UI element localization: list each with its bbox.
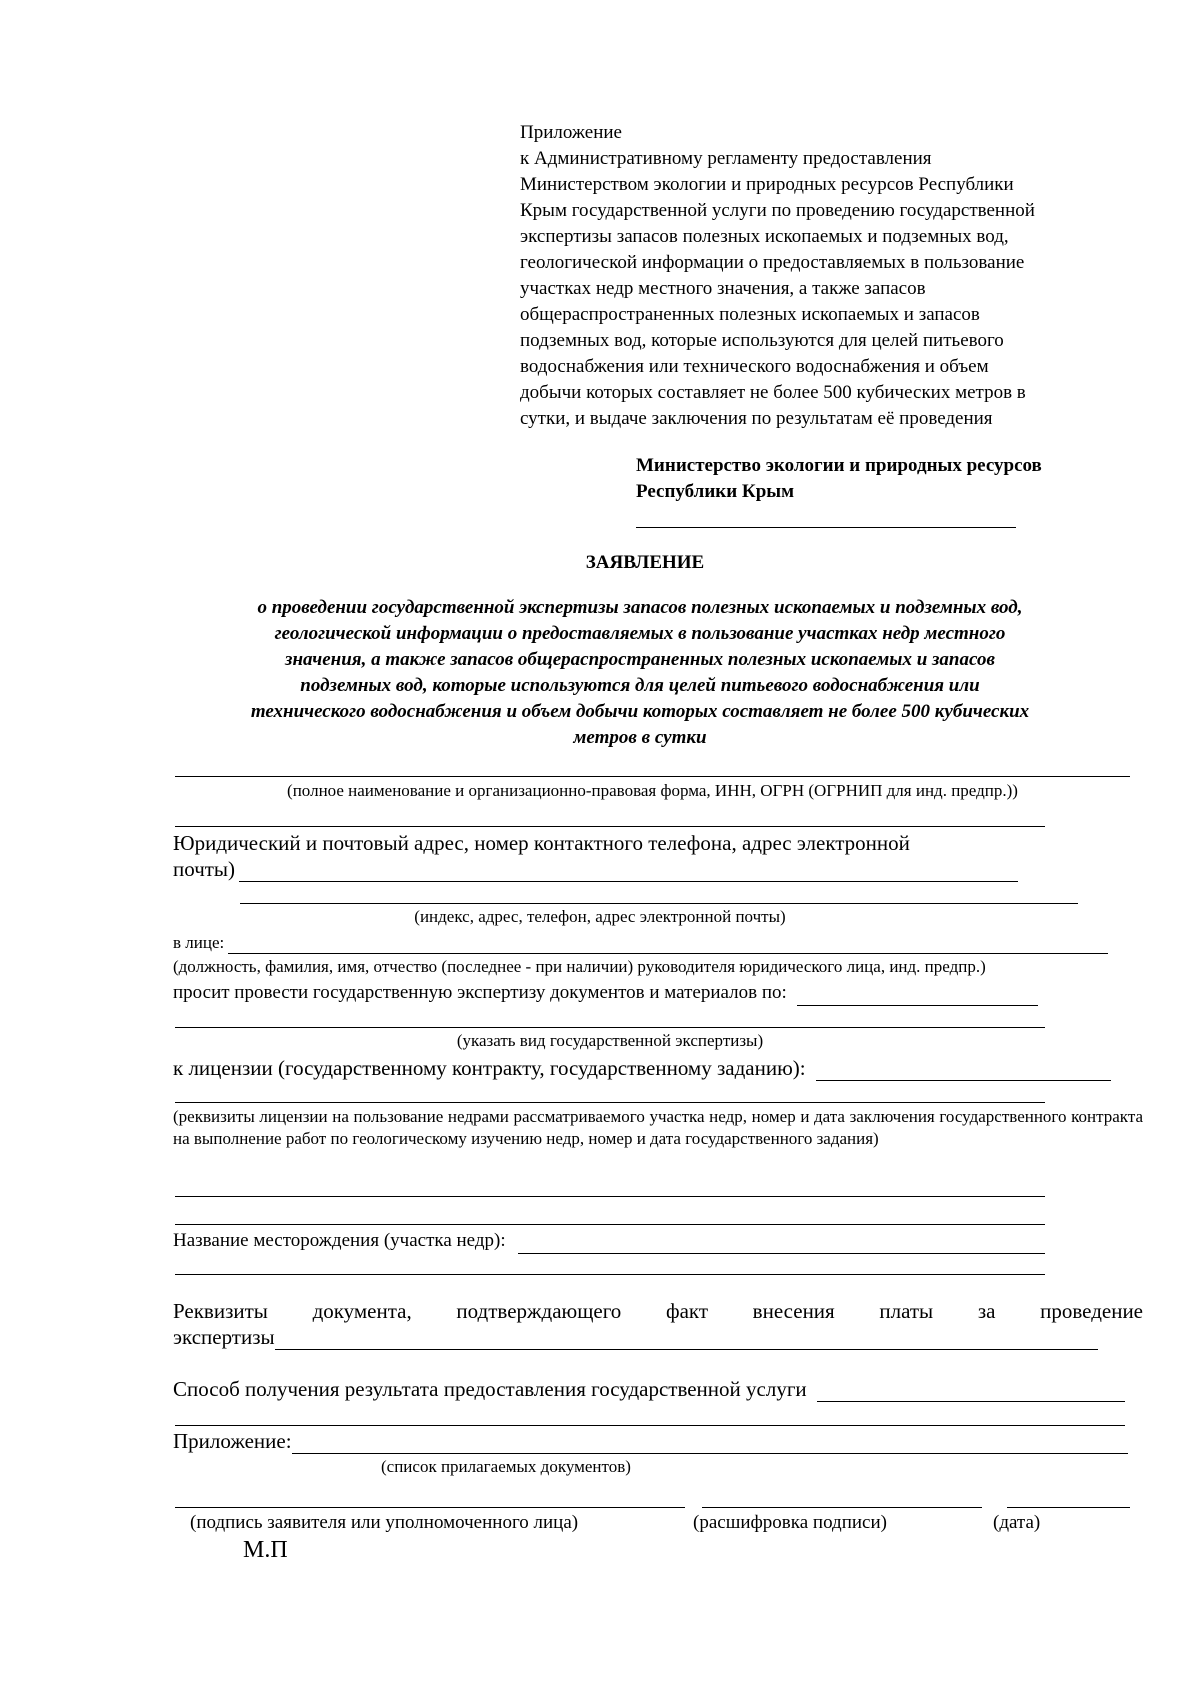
request-row: [173, 980, 1038, 1006]
signature-decode-hint: (расшифровка подписи): [693, 1512, 887, 1533]
attach-hint: (список прилагаемых документов): [381, 1457, 631, 1476]
applicant-name-hint: (полное наименование и организационно-правовая форма, ИНН, ОГРН (ОГРНИП для инд. предпр.)): [287, 781, 1018, 800]
date-hint: (дата): [993, 1512, 1041, 1533]
appendix-line: добычи которых составляет не более 500 кубических метров в: [520, 382, 1026, 403]
payment-field[interactable]: [275, 1329, 1098, 1350]
deposit-label: Название месторождения (участка недр):: [173, 1230, 506, 1251]
payment-label-2: экспертизы: [173, 1325, 275, 1349]
appendix-line: участках недр местного значения, а также запасов: [520, 278, 926, 299]
appendix-line: геологической информации о предоставляемых в пользование: [520, 252, 1025, 273]
addressee-line-1: Министерство экологии и природных ресурсов: [636, 455, 1042, 476]
method-label: Способ получения результата предоставления государственной услуги: [173, 1377, 807, 1401]
person-hint: (должность, фамилия, имя, отчество (последнее - при наличии) руководителя юридического лица, инд. предпр.): [173, 957, 986, 976]
appendix-line: Приложение: [520, 122, 622, 143]
address-line-2[interactable]: [240, 903, 1078, 904]
person-label: в лице:: [173, 933, 225, 952]
appendix-line: общераспространенных полезных ископаемых и запасов: [520, 304, 980, 325]
date-line[interactable]: [1007, 1507, 1130, 1508]
applicant-name-line[interactable]: [175, 776, 1130, 777]
expertise-hint: (указать вид государственной экспертизы): [456, 1031, 764, 1050]
deposit-row: [173, 1228, 1045, 1254]
address-row: [173, 856, 1018, 882]
subtitle-line: о проведении государственной экспертизы запасов полезных ископаемых и подземных вод,: [257, 597, 1023, 618]
signature-decode-line[interactable]: [702, 1507, 982, 1508]
appendix-line: сутки, и выдаче заключения по результатам её проведения: [520, 408, 993, 429]
attach-row: [173, 1428, 1128, 1454]
address-hint: (индекс, адрес, телефон, адрес электронной почты): [414, 907, 786, 926]
appendix-line: Крым государственной услуги по проведению государственной: [520, 200, 1035, 221]
appendix-line: подземных вод, которые используются для целей питьевого: [520, 330, 1004, 351]
appendix-line: экспертизы запасов полезных ископаемых и подземных вод,: [520, 226, 1009, 247]
page-title: ЗАЯВЛЕНИЕ: [585, 552, 705, 573]
appendix-line: Министерством экологии и природных ресурсов Республики: [520, 174, 1014, 195]
address-label-2: почты): [173, 857, 236, 881]
subtitle-line: значения, а также запасов общераспространенных полезных ископаемых и запасов: [285, 649, 995, 670]
request-label: просит провести государственную экспертизу документов и материалов по:: [173, 982, 787, 1003]
subtitle: [150, 595, 1130, 751]
payment-label-1: Реквизиты документа, подтверждающего факт внесения платы за проведение: [173, 1299, 1143, 1323]
person-row: [173, 932, 1108, 954]
license-field[interactable]: [816, 1060, 1111, 1081]
appendix-block: [520, 120, 1140, 432]
payment-row: [173, 1324, 1098, 1350]
method-row: [173, 1376, 1125, 1402]
addressee-line-2: Республики Крым: [636, 481, 795, 502]
addressee: [636, 453, 1156, 505]
subtitle-line: подземных вод, которые используются для целей питьевого водоснабжения или: [300, 675, 980, 696]
person-field[interactable]: [228, 933, 1108, 954]
request-field[interactable]: [797, 985, 1038, 1006]
method-line-2[interactable]: [175, 1425, 1125, 1426]
addressee-underline: [636, 527, 1016, 528]
method-field[interactable]: [817, 1381, 1125, 1402]
attach-field[interactable]: [292, 1433, 1128, 1454]
license-row: [173, 1055, 1111, 1081]
license-line-4[interactable]: [175, 1224, 1045, 1225]
expertise-line[interactable]: [175, 1027, 1045, 1028]
subtitle-line: метров в сутки: [573, 727, 707, 748]
seal-mark: М.П: [243, 1537, 288, 1563]
license-label: к лицензии (государственному контракту, государственному заданию):: [173, 1056, 806, 1080]
license-hint: (реквизиты лицензии на пользование недрами рассматриваемого участка недр, номер и дата заключения государственного контракта на выполнение работ по геологическому изучению недр, номер и дата государственного задания): [173, 1107, 1143, 1148]
appendix-line: к Административному регламенту предоставления: [520, 148, 932, 169]
deposit-line-2[interactable]: [175, 1274, 1045, 1275]
license-line-3[interactable]: [175, 1196, 1045, 1197]
subtitle-line: технического водоснабжения и объем добычи которых составляет не более 500 кубических: [250, 701, 1030, 722]
applicant-name-line-2[interactable]: [175, 826, 1045, 827]
signature-line[interactable]: [175, 1507, 685, 1508]
address-field[interactable]: [239, 861, 1018, 882]
address-label-1: Юридический и почтовый адрес, номер контактного телефона, адрес электронной: [173, 831, 910, 855]
deposit-field[interactable]: [518, 1233, 1045, 1254]
license-line-2[interactable]: [175, 1102, 1045, 1103]
subtitle-line: геологической информации о предоставляемых в пользование участках недр местного: [274, 623, 1006, 644]
appendix-line: водоснабжения или технического водоснабжения и объем: [520, 356, 989, 377]
signature-hint: (подпись заявителя или уполномоченного лица): [190, 1512, 579, 1533]
attach-label: Приложение:: [173, 1429, 292, 1453]
